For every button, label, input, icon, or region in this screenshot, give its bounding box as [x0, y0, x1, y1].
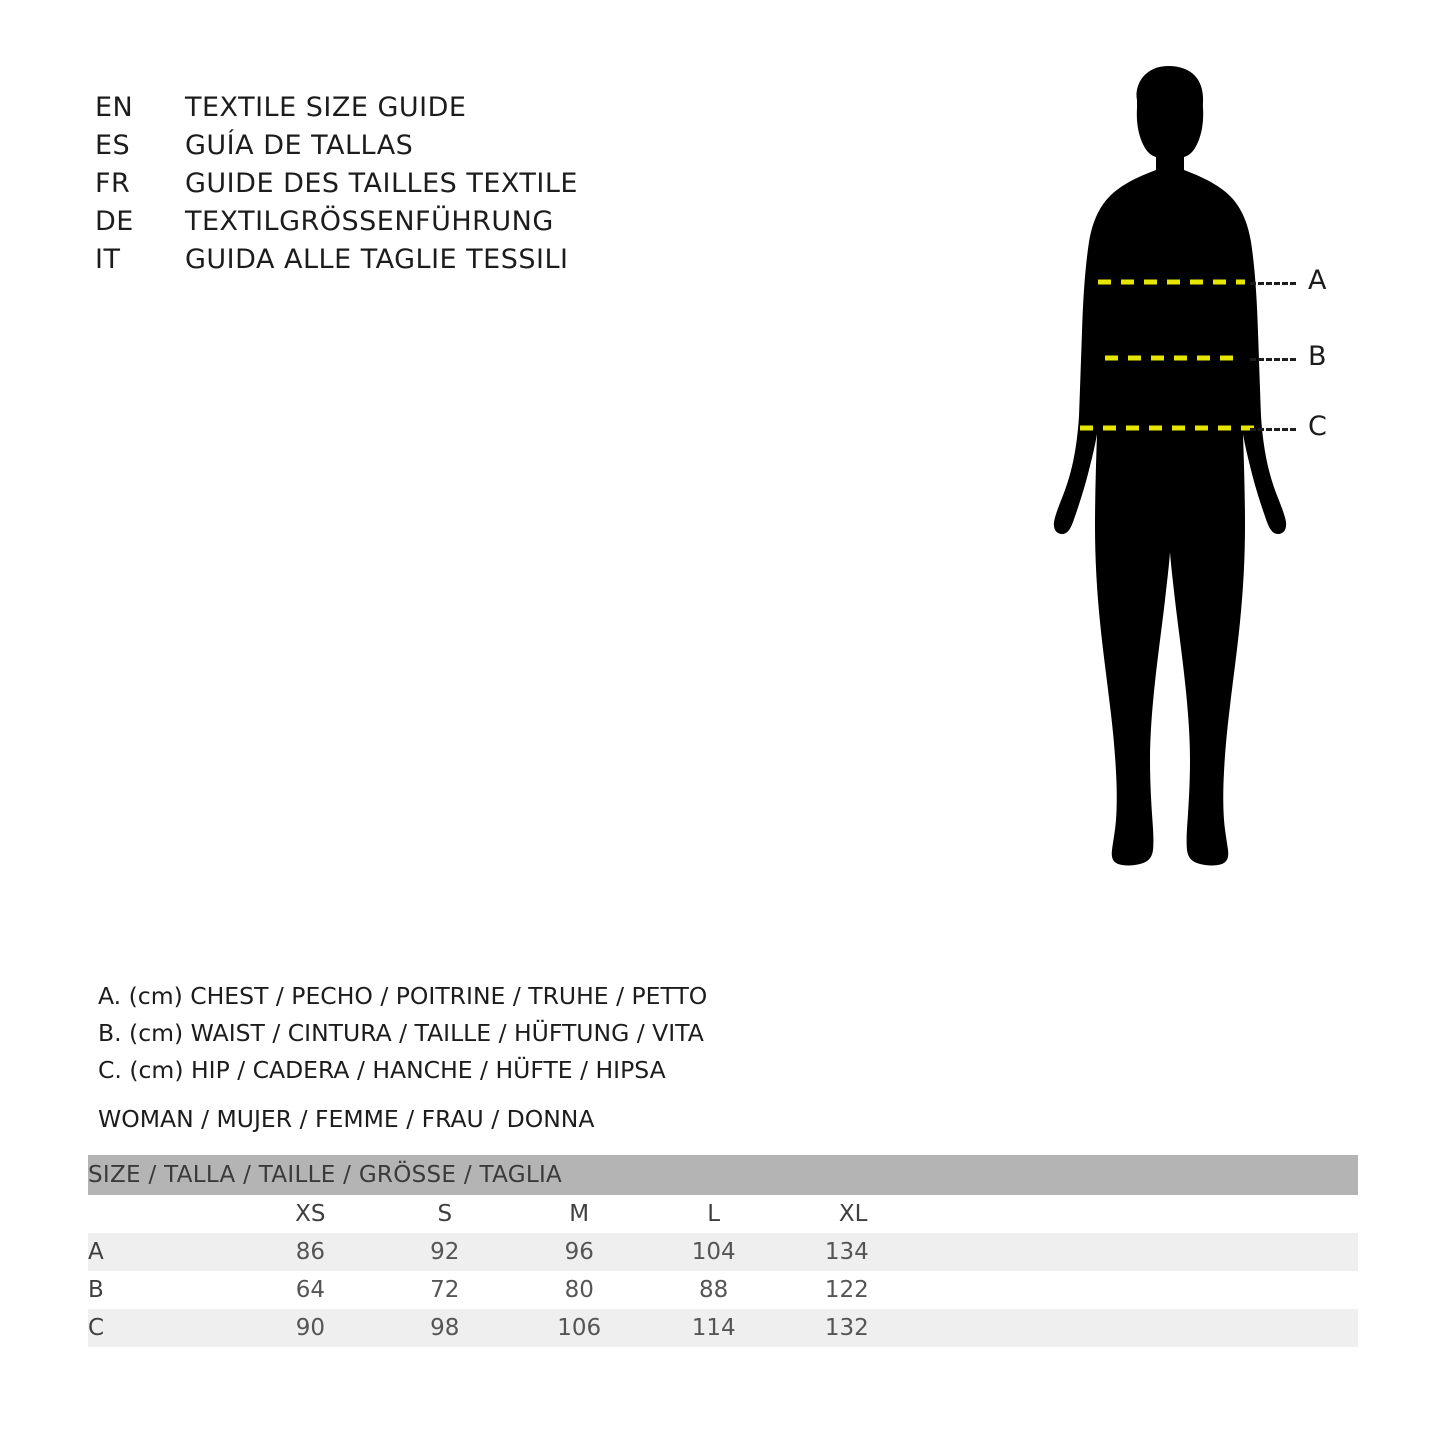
hip-leader-dash [1250, 428, 1296, 431]
waist-leader-dash [1250, 358, 1296, 361]
language-row-fr [95, 168, 735, 206]
language-title-de: TEXTILGRÖSSENFÜHRUNG [185, 206, 554, 237]
legend-row-a: A. (cm) CHEST / PECHO / POITRINE / TRUHE / PETTO [98, 982, 708, 1010]
row-label-a: A [88, 1239, 104, 1265]
header-cell-xs: XS [243, 1195, 377, 1233]
language-code-de: DE [95, 206, 134, 237]
cell-a-m: 96 [564, 1239, 594, 1265]
header-cell-s: S [378, 1195, 512, 1233]
cell-b-s: 72 [430, 1277, 460, 1303]
measurement-lines-overlay [1000, 60, 1400, 900]
marker-label-b: B [1308, 341, 1327, 372]
language-title-es: GUÍA DE TALLAS [185, 130, 414, 161]
table-row [88, 1309, 1358, 1347]
cell-b-xl: 122 [824, 1277, 869, 1303]
cell-a-xl: 134 [824, 1239, 869, 1265]
cell-a-s: 92 [430, 1239, 460, 1265]
language-row-en [95, 92, 735, 130]
language-title-it: GUIDA ALLE TAGLIE TESSILI [185, 244, 569, 275]
cell-b-xs: 64 [295, 1277, 325, 1303]
row-label-b: B [88, 1277, 104, 1303]
marker-label-c: C [1308, 411, 1327, 442]
header-cell-blank [88, 1195, 243, 1233]
body-measurement-diagram [1000, 60, 1400, 900]
language-code-es: ES [95, 130, 131, 161]
language-row-es [95, 130, 735, 168]
row-label-c: C [88, 1315, 105, 1341]
size-table [88, 1155, 1358, 1347]
legend-row-c: C. (cm) HIP / CADERA / HANCHE / HÜFTE / HIPSA [98, 1056, 666, 1084]
cell-c-xs: 90 [295, 1315, 325, 1341]
measurement-legend [98, 978, 998, 1089]
cell-c-xl: 132 [824, 1315, 869, 1341]
language-title-en: TEXTILE SIZE GUIDE [185, 92, 467, 123]
gender-label: WOMAN / MUJER / FEMME / FRAU / DONNA [98, 1105, 595, 1133]
language-code-fr: FR [95, 168, 131, 199]
language-header-block [95, 92, 735, 282]
cell-c-l: 114 [691, 1315, 736, 1341]
table-title-row [88, 1155, 1358, 1195]
header-cell-xl: XL [781, 1195, 1358, 1233]
cell-a-l: 104 [691, 1239, 736, 1265]
chest-leader-dash [1250, 282, 1296, 285]
table-title: SIZE / TALLA / TAILLE / GRÖSSE / TAGLIA [88, 1155, 1358, 1195]
cell-a-xs: 86 [295, 1239, 325, 1265]
header-cell-l: L [646, 1195, 780, 1233]
language-row-de [95, 206, 735, 244]
language-code-it: IT [95, 244, 121, 275]
language-code-en: EN [95, 92, 134, 123]
cell-c-m: 106 [557, 1315, 602, 1341]
table-row [88, 1271, 1358, 1309]
cell-b-l: 88 [699, 1277, 729, 1303]
cell-c-s: 98 [430, 1315, 460, 1341]
table-header-row [88, 1195, 1358, 1233]
legend-row-b: B. (cm) WAIST / CINTURA / TAILLE / HÜFTUNG / VITA [98, 1019, 704, 1047]
cell-b-m: 80 [564, 1277, 594, 1303]
header-cell-m: M [512, 1195, 646, 1233]
language-row-it [95, 244, 735, 282]
table-row [88, 1233, 1358, 1271]
language-title-fr: GUIDE DES TAILLES TEXTILE [185, 168, 578, 199]
marker-label-a: A [1308, 265, 1327, 296]
